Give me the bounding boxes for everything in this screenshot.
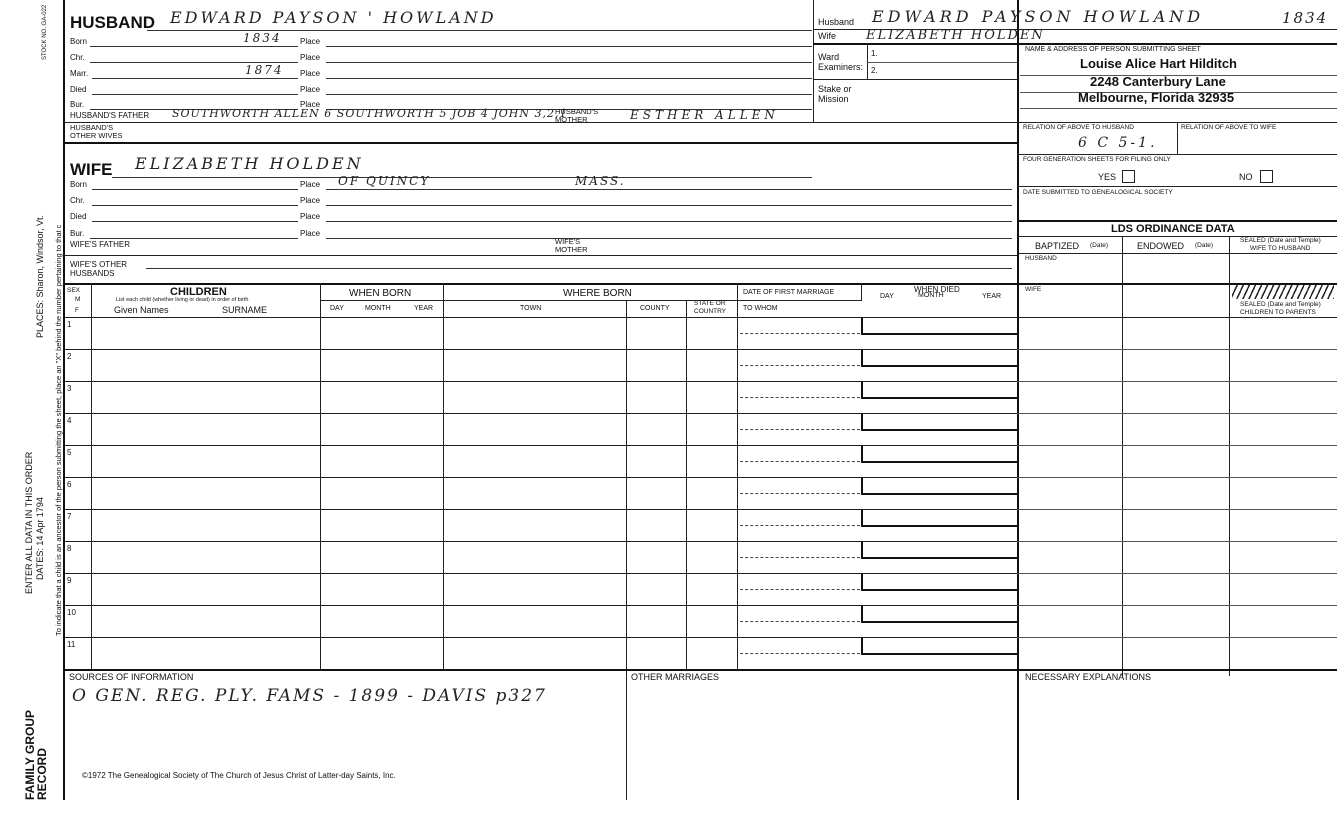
rh-husband-value: EDWARD PAYSON HOWLAND (872, 7, 1205, 26)
enter-all-note: ENTER ALL DATA IN THIS ORDER (24, 451, 34, 594)
examiners-label: Examiners: (818, 62, 864, 72)
husband-chr-place-label: Place (300, 53, 321, 62)
wife-born-place-label: Place (300, 180, 321, 189)
husband-born-place-label: Place (300, 37, 321, 46)
dates-note: DATES: 14 Apr 1794 (35, 497, 45, 580)
died-box (861, 381, 1019, 399)
husband-born-value: 1834 (243, 31, 282, 45)
rh-wife-value: ELIZABETH HOLDEN (866, 28, 1045, 43)
husband-father-label: HUSBAND'S FATHER (70, 111, 150, 120)
baptized-label: BAPTIZED (1035, 241, 1080, 251)
lds-row-divider (1017, 445, 1337, 446)
died-year: YEAR (982, 293, 1002, 300)
marriage-dash-line (740, 429, 860, 430)
necessary-explanations-label: NECESSARY EXPLANATIONS (1025, 672, 1152, 682)
born-year: YEAR (414, 305, 434, 312)
baptized-date: (Date) (1090, 242, 1109, 249)
marriage-dash-line (740, 557, 860, 558)
died-box (861, 349, 1019, 367)
wife-father-label: WIFE'S FATHER (70, 240, 131, 249)
row-number: 11 (67, 640, 76, 649)
husband-mother-label: HUSBAND'S MOTHER (555, 107, 599, 124)
row-divider (64, 541, 1017, 542)
sealed-wife-1: SEALED (Date and Temple) (1240, 237, 1321, 244)
sealed-children-2: CHILDREN TO PARENTS (1240, 309, 1316, 316)
yes-label: YES (1098, 172, 1117, 182)
when-born-label: WHEN BORN (349, 288, 412, 299)
wife-name: ELIZABETH HOLDEN (135, 154, 364, 173)
died-box (861, 317, 1019, 335)
submitter-city: Melbourne, Florida 32935 (1078, 90, 1235, 105)
no-checkbox[interactable] (1260, 170, 1273, 183)
row-divider (64, 573, 1017, 574)
four-gen-label: FOUR GENERATION SHEETS FOR FILING ONLY (1023, 156, 1171, 163)
yes-checkbox[interactable] (1122, 170, 1135, 183)
sex-f: F (75, 307, 79, 314)
wife-mother-label: WIFE'S MOTHER (555, 237, 588, 254)
state-or-label: STATE OR (694, 300, 726, 307)
row-number: 7 (67, 512, 72, 521)
row-divider (64, 509, 1017, 510)
row-number: 1 (67, 320, 72, 329)
children-label: CHILDREN (170, 286, 227, 298)
husband-marr-place-label: Place (300, 69, 321, 78)
endowed-label: ENDOWED (1137, 241, 1184, 251)
sources-value: O GEN. REG. PLY. FAMS - 1899 - DAVIS p327 (72, 686, 547, 706)
born-day: DAY (330, 305, 344, 312)
husband-mother-value: ESTHER ALLEN (630, 108, 779, 122)
country-label: COUNTRY (694, 308, 727, 315)
died-box (861, 573, 1019, 591)
endowed-date: (Date) (1195, 242, 1214, 249)
marriage-dash-line (740, 589, 860, 590)
lds-wife-row: WIFE (1025, 286, 1042, 293)
row-divider (64, 477, 1017, 478)
husband-other-wives-label: HUSBAND'S OTHER WIVES (70, 123, 123, 140)
row-number: 4 (67, 416, 72, 425)
row-number: 2 (67, 352, 72, 361)
wife-born-label: Born (70, 180, 87, 189)
wife-chr-place-label: Place (300, 196, 321, 205)
row-divider (64, 605, 1017, 606)
mission-label: Mission (818, 94, 849, 104)
marriage-dash-line (740, 397, 860, 398)
rh-husband-year: 1834 (1282, 9, 1329, 27)
wife-other-husbands-label: WIFE'S OTHER HUSBANDS (70, 260, 128, 278)
where-born-label: WHERE BORN (563, 288, 632, 299)
when-died-label: WHEN DIED (914, 285, 960, 294)
other-marriages-label: OTHER MARRIAGES (631, 672, 720, 682)
lds-row-divider (1017, 541, 1337, 542)
rh-wife-label: Wife (818, 31, 836, 41)
born-month: MONTH (365, 305, 391, 312)
wife-bur-label: Bur. (70, 229, 85, 238)
lds-row-divider (1017, 381, 1337, 382)
lds-row-divider (1017, 605, 1337, 606)
husband-name: EDWARD PAYSON ' HOWLAND (170, 8, 497, 27)
marriage-dash-line (740, 621, 860, 622)
surname-label: SURNAME (222, 305, 268, 315)
marriage-dash-line (740, 461, 860, 462)
row-number: 6 (67, 480, 72, 489)
places-note: PLACES: Sharon, Windsor, Vt. (35, 214, 45, 338)
given-names-label: Given Names (114, 305, 169, 315)
examiner-2: 2. (871, 66, 878, 75)
died-box (861, 541, 1019, 559)
submitter-street: 2248 Canterbury Lane (1090, 74, 1226, 89)
lds-row-divider (1017, 349, 1337, 350)
date-submitted-label: DATE SUBMITTED TO GENEALOGICAL SOCIETY (1023, 189, 1173, 196)
marriage-dash-line (740, 365, 860, 366)
wife-died-place-label: Place (300, 212, 321, 221)
husband-label: HUSBAND (70, 13, 155, 32)
died-day: DAY (880, 293, 894, 300)
row-number: 5 (67, 448, 72, 457)
rh-husband-label: Husband (818, 17, 855, 27)
wife-died-label: Died (70, 212, 87, 221)
ward-label: Ward (818, 52, 840, 62)
row-divider (64, 349, 1017, 350)
left-border (63, 0, 65, 800)
died-box (861, 413, 1019, 431)
first-marriage-label: DATE OF FIRST MARRIAGE (743, 289, 835, 296)
husband-born-label: Born (70, 37, 87, 46)
rel-wife-label: RELATION OF ABOVE TO WIFE (1181, 124, 1277, 131)
died-box (861, 477, 1019, 495)
wife-born-place: OF QUINCY (338, 174, 431, 188)
marriage-dash-line (740, 525, 860, 526)
row-divider (64, 445, 1017, 446)
to-whom-label: TO WHOM (743, 305, 778, 312)
ancestor-note: To indicate that a child is an ancestor of the person submitting the sheet, place an "X" behind the number pertaining to that c (54, 224, 63, 636)
marriage-dash-line (740, 333, 860, 334)
stake-label: Stake or (818, 84, 852, 94)
husband-chr-label: Chr. (70, 53, 85, 62)
marriage-dash-line (740, 493, 860, 494)
husband-bur-label: Bur. (70, 100, 85, 109)
row-divider (64, 381, 1017, 382)
died-box (861, 509, 1019, 527)
husband-marr-label: Marr. (70, 69, 89, 78)
stock-number: STOCK NO. GA-022 (42, 4, 48, 60)
sex-m: M (75, 296, 81, 303)
wife-born-place-state: MASS. (575, 174, 626, 188)
row-divider (64, 413, 1017, 414)
form-title: FAMILY GROUP RECORD (23, 710, 49, 800)
town-label: TOWN (520, 305, 542, 312)
died-month: MONTH (918, 292, 944, 299)
examiner-1: 1. (871, 49, 878, 58)
sealed-children-1: SEALED (Date and Temple) (1240, 301, 1321, 308)
submitter-name: Louise Alice Hart Hilditch (1080, 56, 1237, 71)
lds-husband-row: HUSBAND (1025, 255, 1057, 262)
husband-marr-value: 1874 (245, 63, 284, 77)
rel-husband-value: 6 C 5-1. (1078, 135, 1158, 151)
lds-row-divider (1017, 509, 1337, 510)
sources-label: SOURCES OF INFORMATION (69, 672, 194, 682)
wife-chr-label: Chr. (70, 196, 85, 205)
sex-label: SEX (67, 287, 81, 294)
lds-row-divider (1017, 477, 1337, 478)
hatched-area (1232, 285, 1334, 299)
row-divider (64, 637, 1017, 638)
submitter-label: NAME & ADDRESS OF PERSON SUBMITTING SHEET (1025, 46, 1201, 53)
row-number: 3 (67, 384, 72, 393)
wife-bur-place-label: Place (300, 229, 321, 238)
county-label: COUNTY (640, 305, 670, 312)
died-box (861, 605, 1019, 623)
wife-label: WIFE (70, 160, 113, 179)
sealed-wife-2: WIFE TO HUSBAND (1250, 245, 1311, 252)
row-number: 8 (67, 544, 72, 553)
husband-bur-place-label: Place (300, 100, 321, 109)
husband-died-place-label: Place (300, 85, 321, 94)
lds-row-divider (1017, 637, 1337, 638)
died-box (861, 445, 1019, 463)
children-note: List each child (whether living or dead) in order of birth (116, 297, 249, 303)
lds-row-divider (1017, 573, 1337, 574)
marriage-dash-line (740, 653, 860, 654)
husband-father-value: SOUTHWORTH ALLEN 6 SOUTHWORTH 5 JOB 4 JOHN 3,2,1 (172, 107, 568, 120)
died-box (861, 637, 1019, 655)
lds-row-divider (1017, 413, 1337, 414)
lds-title: LDS ORDINANCE DATA (1111, 223, 1235, 235)
rel-husband-label: RELATION OF ABOVE TO HUSBAND (1023, 124, 1134, 131)
row-number: 10 (67, 608, 76, 617)
copyright: ©1972 The Genealogical Society of The Church of Jesus Christ of Latter-day Saints, Inc. (82, 771, 396, 780)
husband-died-label: Died (70, 85, 87, 94)
no-label: NO (1239, 172, 1253, 182)
row-number: 9 (67, 576, 72, 585)
